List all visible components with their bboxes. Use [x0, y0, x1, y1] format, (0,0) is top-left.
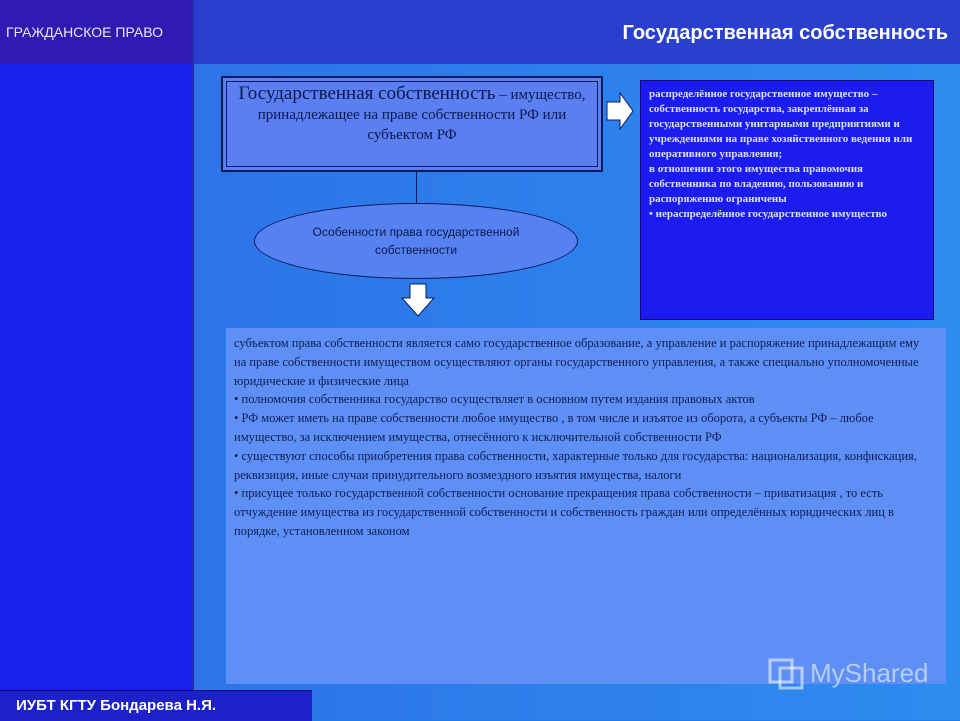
vertical-divider — [192, 0, 194, 720]
definition-box — [221, 76, 603, 172]
content-box — [226, 328, 946, 684]
arrow-right-icon — [606, 92, 634, 130]
footer-bar — [0, 690, 312, 721]
features-ellipse — [254, 203, 578, 279]
content-paragraph: • полномочия собственника государство осуществляет в основном путем издания правовых актов — [234, 392, 755, 407]
myshared-watermark — [768, 654, 948, 694]
sidebar — [0, 0, 192, 720]
content-paragraph: • РФ может иметь на праве собственности любое имущество , в том числе и изъятое из оборота, а субъекты РФ – любое имущество, за исключением имущества, отнесённого к исключительной собственности РФ — [234, 411, 874, 444]
distributed-property-line2: в отношении этого имущества правомочия собственника по владению, пользованию и распоряжению ограничены — [649, 163, 864, 205]
distributed-property-line1: распределённое государственное имущество – собственность государства, закреплённая за государственными унитарными предприятиями и учреждениями на праве хозяйственного ведения или оперативного управления; — [649, 88, 913, 160]
distributed-property-text — [649, 87, 927, 222]
content-text — [234, 334, 934, 541]
content-paragraph: субъектом права собственности является само государственное образование, а управление и распоряжение принадлежащим ему на праве собственности имуществом осуществляют органы государственного управления, а также специально уполномоченные юридические и физические лица — [234, 336, 920, 388]
arrow-down-icon — [401, 283, 435, 317]
author-label: ИУБТ КГТУ Бондарева Н.Я. — [16, 697, 217, 714]
content-paragraph: • присущее только государственной собственности основание прекращения права собственности – приватизация , то есть отчуждение имущества из государственной собственности и собственность граждан или определённых юридических лиц в порядке, установленном законом — [234, 486, 894, 538]
slide-header — [194, 0, 960, 64]
myshared-logo-icon — [768, 656, 804, 690]
definition-text — [233, 84, 591, 145]
undistributed-property-bullet: • нераспределённое государственное имущество — [649, 208, 887, 220]
sidebar-header — [0, 0, 192, 64]
content-paragraph: • существуют способы приобретения права собственности, характерные только для государства: национализация, конфискация, реквизиция, иные случаи принудительного возмездного изъятия имущества, налоги — [234, 448, 917, 482]
course-title: ГРАЖДАНСКОЕ ПРАВО — [6, 24, 163, 40]
connector-line — [416, 172, 417, 204]
slide-title: Государственная собственность — [622, 22, 948, 44]
features-ellipse-text: Особенности права государственной собственности — [312, 225, 520, 257]
distributed-property-box — [640, 80, 934, 320]
definition-rest: – имущество, принадлежащее на праве собственности РФ или субъектом РФ — [257, 87, 586, 143]
definition-term: Государственная собственность — [238, 83, 496, 104]
watermark-text: MyShared — [810, 658, 929, 688]
